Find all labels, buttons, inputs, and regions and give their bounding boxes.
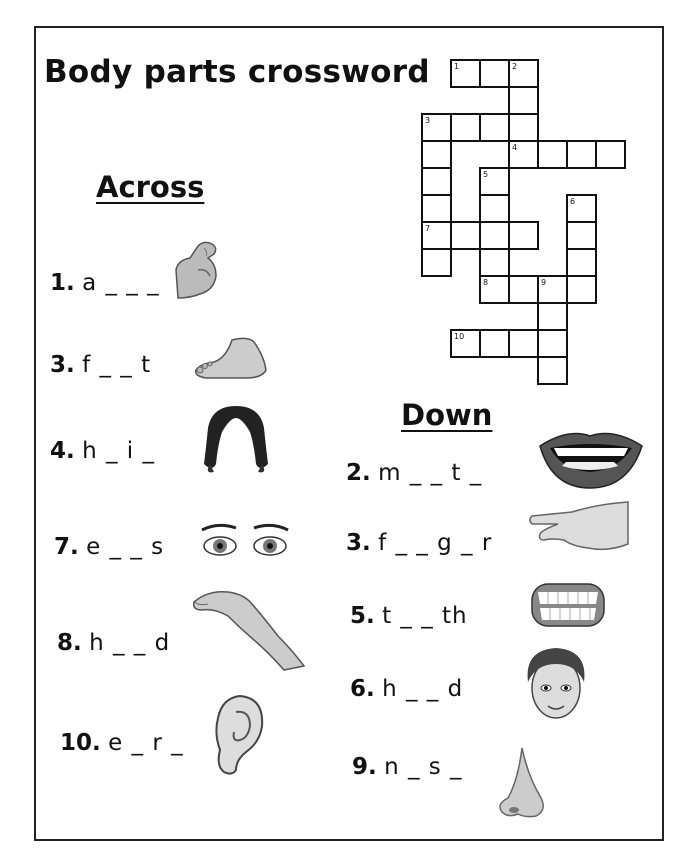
clue-pattern: t _ _ th bbox=[382, 603, 468, 629]
crossword-cell[interactable] bbox=[538, 303, 567, 330]
crossword-cell[interactable] bbox=[422, 141, 451, 168]
page-title: Body parts crossword bbox=[44, 54, 430, 90]
crossword-cell[interactable] bbox=[567, 195, 596, 222]
crossword-cell[interactable] bbox=[451, 330, 480, 357]
across-clue-3 bbox=[50, 352, 151, 378]
crossword-cell[interactable] bbox=[422, 195, 451, 222]
crossword-cell[interactable] bbox=[480, 60, 509, 87]
clue-number: 4. bbox=[50, 438, 75, 464]
crossword-cell-number: 9 bbox=[541, 278, 547, 287]
down-clue-3 bbox=[346, 530, 492, 556]
clue-number: 6. bbox=[350, 676, 375, 702]
clue-number: 3. bbox=[50, 352, 75, 378]
across-clue-4 bbox=[50, 438, 155, 464]
crossword-cell[interactable] bbox=[509, 276, 538, 303]
crossword-cell[interactable] bbox=[480, 195, 509, 222]
clue-number: 5. bbox=[350, 603, 375, 629]
crossword-cell-number: 10 bbox=[454, 332, 465, 341]
crossword-cell[interactable] bbox=[538, 141, 567, 168]
across-clue-1 bbox=[50, 270, 160, 296]
crossword-cell[interactable] bbox=[509, 222, 538, 249]
teeth-icon bbox=[530, 580, 606, 630]
across-clue-10 bbox=[60, 730, 184, 756]
across-heading: Across bbox=[96, 170, 205, 204]
clue-pattern: e _ _ s bbox=[86, 534, 165, 560]
hair-icon bbox=[200, 404, 272, 474]
finger-icon bbox=[528, 500, 632, 554]
clue-number: 10. bbox=[60, 730, 101, 756]
clue-number: 1. bbox=[50, 270, 75, 296]
crossword-cell-number: 5 bbox=[483, 170, 489, 179]
hand-icon bbox=[188, 586, 306, 672]
ear-icon bbox=[212, 694, 266, 776]
crossword-cell[interactable] bbox=[509, 330, 538, 357]
crossword-cell[interactable] bbox=[538, 276, 567, 303]
down-heading: Down bbox=[401, 398, 493, 432]
clue-number: 9. bbox=[352, 754, 377, 780]
down-clue-6 bbox=[350, 676, 463, 702]
crossword-cell-number: 8 bbox=[483, 278, 489, 287]
clue-number: 3. bbox=[346, 530, 371, 556]
down-clue-9 bbox=[352, 754, 463, 780]
crossword-cell[interactable] bbox=[509, 60, 538, 87]
clue-pattern: f _ _ t bbox=[82, 352, 152, 378]
crossword-cell-number: 7 bbox=[425, 224, 431, 233]
clue-number: 7. bbox=[54, 534, 79, 560]
clue-pattern: h _ _ d bbox=[382, 676, 464, 702]
head-icon bbox=[516, 644, 596, 728]
crossword-cell[interactable] bbox=[451, 60, 480, 87]
nose-icon bbox=[496, 746, 548, 820]
crossword-cell[interactable] bbox=[422, 168, 451, 195]
crossword-cell[interactable] bbox=[509, 114, 538, 141]
crossword-cell[interactable] bbox=[509, 87, 538, 114]
eyes-icon bbox=[198, 520, 292, 560]
clue-pattern: n _ s _ bbox=[384, 754, 463, 780]
across-clue-8 bbox=[57, 630, 170, 656]
down-clue-2 bbox=[346, 460, 482, 486]
clue-number: 2. bbox=[346, 460, 371, 486]
crossword-cell[interactable] bbox=[567, 141, 596, 168]
crossword-cell[interactable] bbox=[567, 249, 596, 276]
crossword-cell-number: 2 bbox=[512, 62, 518, 71]
mouth-icon bbox=[538, 426, 644, 490]
clue-pattern: h _ i _ bbox=[82, 438, 155, 464]
crossword-cell[interactable] bbox=[567, 276, 596, 303]
clue-pattern: m _ _ t _ bbox=[378, 460, 483, 486]
crossword-cell-number: 3 bbox=[425, 116, 431, 125]
crossword-cell-number: 1 bbox=[454, 62, 460, 71]
crossword-cell-number: 6 bbox=[570, 197, 576, 206]
crossword-cell[interactable] bbox=[480, 249, 509, 276]
crossword-cell[interactable] bbox=[567, 222, 596, 249]
crossword-cell[interactable] bbox=[451, 114, 480, 141]
clue-pattern: a _ _ _ bbox=[82, 270, 160, 296]
crossword-cell[interactable] bbox=[480, 168, 509, 195]
foot-icon bbox=[192, 336, 274, 380]
clue-pattern: e _ r _ bbox=[108, 730, 184, 756]
across-clue-7 bbox=[54, 534, 164, 560]
arm-muscle-icon bbox=[168, 240, 222, 300]
crossword-cell[interactable] bbox=[451, 222, 480, 249]
crossword-cell-number: 4 bbox=[512, 143, 518, 152]
crossword-cell[interactable] bbox=[422, 222, 451, 249]
crossword-cell[interactable] bbox=[538, 357, 567, 384]
crossword-cell[interactable] bbox=[480, 330, 509, 357]
crossword-cell[interactable] bbox=[596, 141, 625, 168]
clue-number: 8. bbox=[57, 630, 82, 656]
clue-pattern: h _ _ d bbox=[89, 630, 171, 656]
crossword-cell[interactable] bbox=[480, 114, 509, 141]
crossword-cell[interactable] bbox=[480, 222, 509, 249]
crossword-cell[interactable] bbox=[538, 330, 567, 357]
clue-pattern: f _ _ g _ r bbox=[378, 530, 493, 556]
crossword-cell[interactable] bbox=[480, 276, 509, 303]
crossword-cell[interactable] bbox=[422, 249, 451, 276]
crossword-cell[interactable] bbox=[509, 141, 538, 168]
down-clue-5 bbox=[350, 603, 468, 629]
crossword-cell[interactable] bbox=[422, 114, 451, 141]
